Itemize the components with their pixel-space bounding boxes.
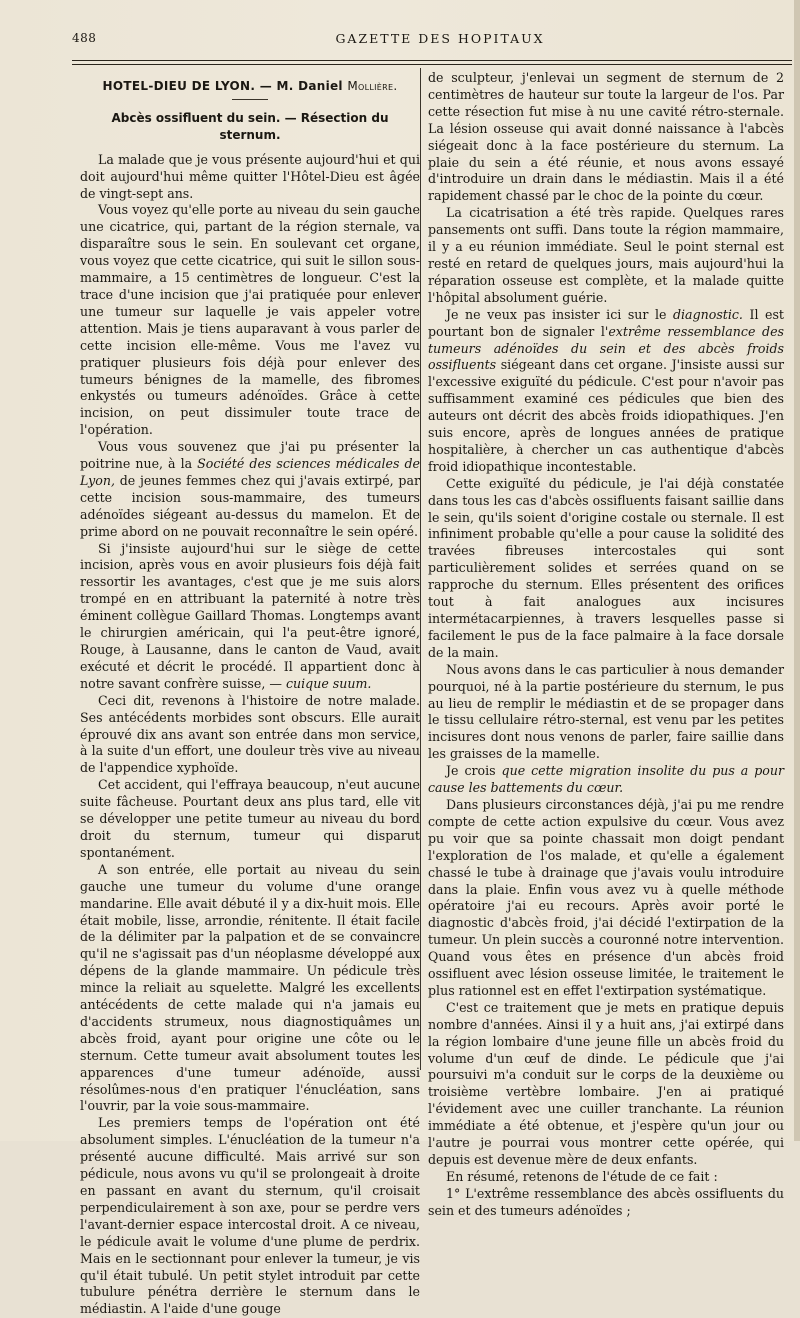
hospital-name: HOTEL-DIEU DE LYON.	[102, 79, 256, 93]
author-prefix: — M. Daniel	[259, 79, 343, 93]
italic-run: diagnostic.	[672, 306, 743, 322]
paragraph: Dans plusieurs circonstances déjà, j'ai pu me rendre compte de cette action expulsive du cœur. Vous avez pu voir que sa pointe chassait mon doigt pendant l'exploration de l'os malade, et qu'elle a également chassé le tube à drainage que j'avais voulu introduire dans la plaie. Enfin vous avez vu à quelle méthode opératoire j'ai eu recours. Après avoir porté le diagnostic d'abcès froid, j'ai décidé l'extirpation de la tumeur. Un plein succès a couronné notre intervention. Quand vous êtes en présence d'un abcès froid ossifluent avec lésion osseuse limitée, le traitement le plus rationnel est en effet l'extirpation systématique.	[428, 796, 784, 998]
text-run: Il est pourtant bon de signaler l'	[428, 306, 784, 339]
paragraph	[80, 541, 420, 693]
paragraph: de sculpteur, j'enlevai un segment de sternum de 2 centimètres de hauteur sur toute la largeur de l'os. Par cette résection fut mise à nu une cavité rétro-sternale. La lésion osseuse qui avait donné naissance à l'abcès siégeait donc à la face postérieure du sternum. La plaie du sein a été réunie, et nous avons essayé d'introduire un drain dans le médiastin. Mais il a été rapidement chassé par le choc de la pointe du cœur.	[428, 70, 784, 204]
text-run: de jeunes femmes chez qui j'avais extirpé, par cette incision sous-mammaire, des tumeurs adénoïdes siégeant au-dessus du mamelon. Et de prime abord on ne pouvait reconnaître le sein opéré.	[80, 472, 420, 539]
paragraph: C'est ce traitement que je mets en pratique depuis nombre d'années. Ainsi il y a huit ans, j'ai extirpé dans la région lombaire d'une jeune fille un abcès froid du volume d'un œuf de dinde. Le pédicule que j'ai poursuivi m'a conduit sur le corps de la deuxième ou troisième vertèbre lombaire. J'en ai pratiqué l'évidement avec une cuiller tranchante. La réunion immédiate a été obtenue, et j'espère qu'un jour ou l'autre je pourrai vous montrer cette opérée, qui depuis est devenue mère de deux enfants.	[428, 999, 784, 1167]
paragraph	[428, 763, 784, 797]
header-rule-thin	[72, 64, 792, 65]
page-number: 488	[72, 31, 97, 45]
italic-run: que cette migration insolite du pus a pour cause les battements du cœur.	[428, 763, 784, 796]
paragraph: Les premiers temps de l'opération ont été absolument simples. L'énucléation de la tumeur n'a présenté aucune difficulté. Mais arrivé sur son pédicule, nous avons vu qu'il se prolongeait à droite en passant en avant du sternum, qu'il croisait perpendiculairement à son axe, pour se perdre vers l'avant-dernier espace intercostal droit. A ce niveau, le pédicule avait le volume d'une plume de perdrix. Mais en le sectionnant pour enlever la tumeur, je vis qu'il était tubulé. Un petit stylet introduit par cette tubulure pénétra derrière le sternum dans le médiastin. A l'aide d'une gouge	[80, 1115, 420, 1317]
italic-run: cuique suum.	[285, 675, 372, 691]
italic-run: extrême ressemblance des tumeurs adénoïdes du sein et des abcès froids ossifluents	[428, 323, 784, 373]
paragraph: La malade que je vous présente aujourd'hui et qui doit aujourd'hui même quitter l'Hôtel-Dieu est âgée de vingt-sept ans.	[80, 151, 420, 201]
right-column	[428, 70, 784, 1220]
left-column	[80, 70, 420, 1318]
header-rule	[72, 60, 792, 61]
article-subtitle: Abcès ossifluent du sein. — Résection du sternum.	[111, 110, 389, 142]
heading-rule	[232, 99, 268, 100]
text-run: Je ne veux pas insister ici sur le	[446, 306, 673, 322]
text-run: Si j'insiste aujourd'hui sur le siège de cette incision, après vous en avoir plusieurs fois déjà fait ressortir les avantages, c'est que je me suis alors trompé en en attribuant la paternité à notre très éminent collègue Gaillard Thomas. Longtemps avant le chirurgien américain, qui l'a peut-être ignoré, Rouge, à Lausanne, dans le canton de Vaud, avait exécuté et décrit le procédé. Il appartient donc à notre savant confrère suisse, —	[80, 540, 420, 691]
paragraph: Vous voyez qu'elle porte au niveau du sein gauche une cicatrice, qui, partant de la région sternale, va disparaître sous le sein. En soulevant cet organe, vous voyez que cette cicatrice, qui suit le sillon sous-mammaire, a 15 centimètres de longueur. C'est la trace d'une incision que j'ai pratiquée pour enlever une tumeur sur laquelle je vais appeler votre attention. Mais je tiens auparavant à vous parler de cette incision elle-même. Vous me l'avez vu pratiquer plusieurs fois déjà pour enlever des tumeurs bénignes de la mamelle, des fibromes enkystés ou tumeurs adénoïdes. Grâce à cette incision, on peut dissimuler toute trace de l'opération.	[80, 202, 420, 438]
running-title: GAZETTE DES HOPITAUX	[335, 31, 545, 46]
paragraph: 1° L'extrême ressemblance des abcès ossifluents du sein et des tumeurs adénoïdes ;	[428, 1185, 784, 1218]
column-divider	[420, 68, 421, 1070]
paragraph: Nous avons dans le cas particulier à nous demander pourquoi, né à la partie postérieure du sternum, le pus au lieu de remplir le médiastin et de se propager dans le tissu cellulaire rétro-sternal, est venu par les petites incisures dont nous venons de parler, faire saillie dans les graisses de la mamelle.	[428, 661, 784, 762]
paragraph: A son entrée, elle portait au niveau du sein gauche une tumeur du volume d'une orange mandarine. Elle avait débuté il y a dix-huit mois. Elle était mobile, lisse, arrondie, rénitente. Il était facile de la délimiter par la palpation et de se convaincre qu'il ne s'agissait pas d'un néoplasme développé aux dépens de la glande mammaire. Un pédicule très mince la reliait au squelette. Malgré les excellents antécédents de cette malade qui n'a jamais eu d'accidents strumeux, nous diagnostiquâmes un abcès froid, ayant pour origine une côte ou le sternum. Cette tumeur avait absolument toutes les apparences d'une tumeur adénoïde, aussi résolûmes-nous d'en pratiquer l'énucléation, sans l'ouvrir, par la voie sous-mammaire.	[80, 861, 420, 1114]
paragraph	[80, 439, 420, 540]
paragraph: En résumé, retenons de l'étude de ce fait :	[446, 1168, 718, 1184]
article-heading	[80, 78, 420, 95]
author-name: Mollière.	[347, 79, 398, 93]
paragraph: La cicatrisation a été très rapide. Quelques rares pansements ont suffi. Dans toute la région mammaire, il y a eu réunion immédiate. Seul le point sternal est resté en retard de quelques jours, mais aujourd'hui la réparation osseuse est complète, et la malade quitte l'hôpital absolument guérie.	[428, 205, 784, 305]
paragraph	[428, 307, 784, 476]
paragraph: Ceci dit, revenons à l'histoire de notre malade. Ses antécédents morbides sont obscurs. Elle aurait éprouvé dix ans avant son entrée dans mon service, à la suite d'un effort, une douleur très vive au niveau de l'appendice xyphoïde.	[80, 692, 420, 776]
paragraph: Cet accident, qui l'effraya beaucoup, n'eut aucune suite fâcheuse. Pourtant deux ans plus tard, elle vit se développer une petite tumeur au niveau du bord droit du sternum, tumeur qui disparut spontanément.	[80, 777, 420, 860]
text-run: Vous vous souvenez que j'ai pu présenter la poitrine nue, à la	[80, 439, 420, 472]
text-run: siégeant dans cet organe. J'insiste aussi sur l'excessive exiguïté du pédicule. C'est pour n'avoir pas suffisamment examiné ces pédicules que bien des auteurs ont décrit des abcès froids idiopathiques. J'en suis encore, après de longues années de pratique hospitalière, à chercher un cas authentique d'abcès froid idiopathique incontestable.	[428, 357, 784, 474]
italic-run: Société des sciences médicales de Lyon,	[80, 456, 420, 488]
page-edge	[794, 0, 800, 1141]
text-run: Je crois	[446, 763, 502, 779]
paragraph: Cette exiguïté du pédicule, je l'ai déjà constatée dans tous les cas d'abcès ossifluents faisant saillie dans le sein, qu'ils soient d'origine costale ou sternale. Il est infiniment probable qu'elle a pour cause la solidité des travées fibreuses intercostales qui sont particulièrement solides et serrées quand on se rapproche du sternum. Elles présentent des orifices tout à fait analogues aux incisures intermétacarpiennes, à travers lesquelles passe si facilement le pus de la face palmaire à la face dorsale de la main.	[428, 475, 784, 660]
